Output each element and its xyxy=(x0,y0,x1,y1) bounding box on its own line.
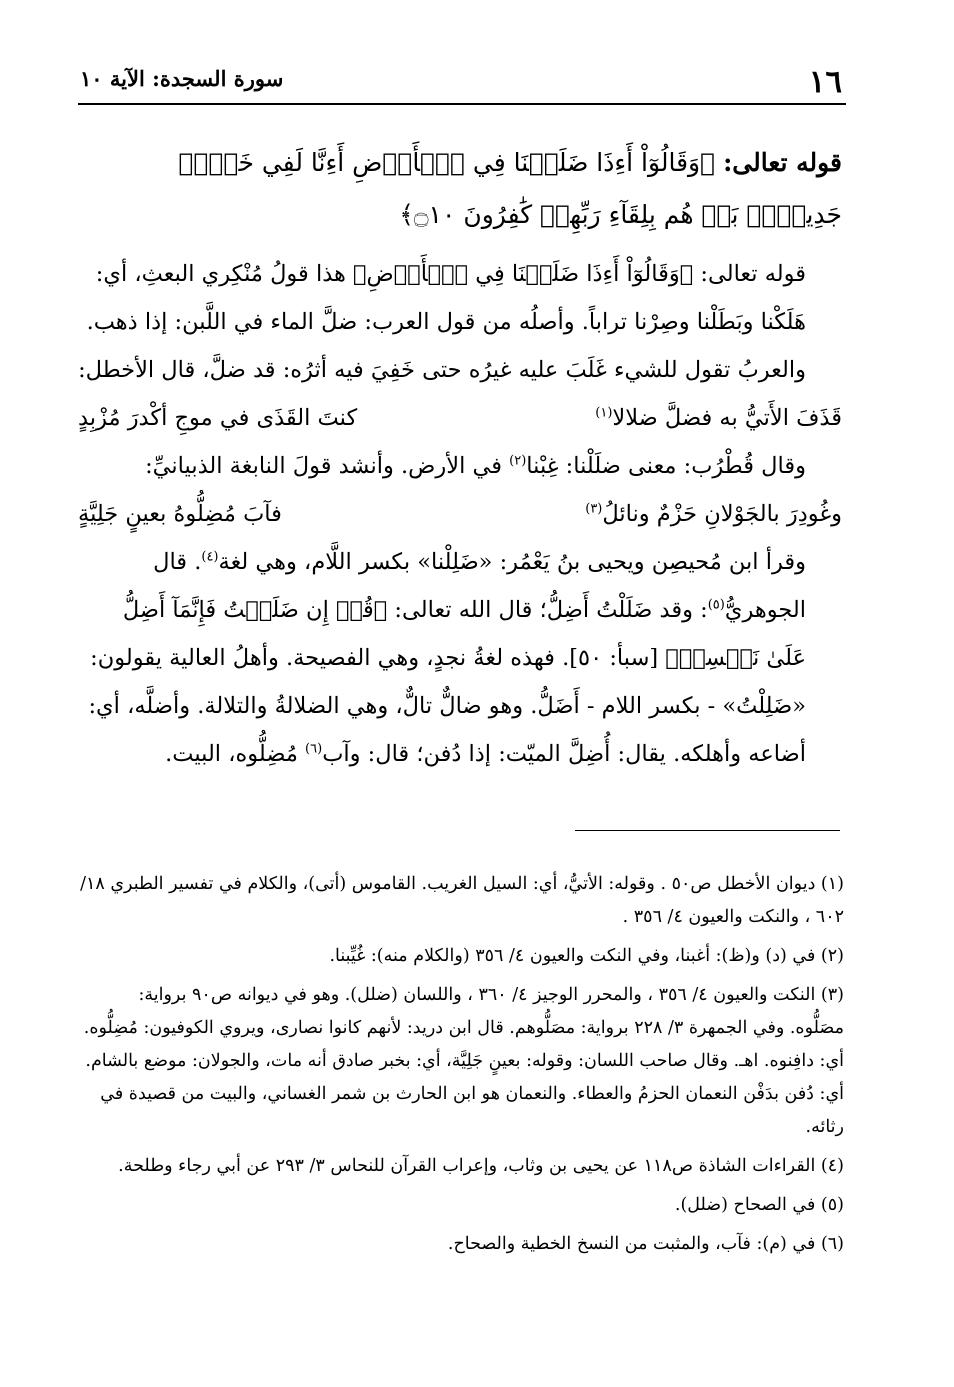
poem-1-second-hemistich: قَذَفَ الأَتيُّ به فضلَّ ضلالا xyxy=(612,405,842,431)
footnotes xyxy=(80,868,844,1267)
paragraph-2-text-b: في الأرض. وأنشد قولَ النابغة الذبيانيِّ: xyxy=(145,453,510,479)
footnote-ref-2: (٢) xyxy=(509,453,527,469)
footnote-ref-3: (٣) xyxy=(585,501,603,517)
page-number: ١٦ xyxy=(808,64,842,100)
running-title: سورة السجدة: الآية ١٠ xyxy=(80,66,284,91)
footnote-5: (٥) في الصحاح (ضلل). xyxy=(674,1195,844,1215)
paragraph-3 xyxy=(78,538,842,778)
footnote-6: (٦) في (م): فآب، والمثبت من النسخ الخطية والصحاح. xyxy=(447,1234,844,1254)
header-rule xyxy=(78,103,846,105)
paragraph-2 xyxy=(78,442,842,490)
footnote-ref-4: (٤) xyxy=(201,549,219,565)
paragraph-1: قوله تعالى: ﴿وَقَالُوٓاْ أَءِذَا ضَلَلۡنَا فِي ٱلۡأَرۡضِ﴾ هذا قولُ مُنْكِري البعثِ، أي: هَلَكْنا وبَطَلْنا وصِرْنا تراباً. وأصلُه من قول العرب: ضلَّ الماء في اللَّبن: إذا ذهب. والعربُ تقول للشيء غَلَبَ عليه غيرُه حتى خَفِيَ فيه أثرُه: قد ضلَّ، قال الأخطل: xyxy=(78,261,806,383)
verse-text: ﴿وَقَالُوٓاْ أَءِذَا ضَلَلۡنَا فِي ٱلۡأَرۡضِ أَءِنَّا لَفِي خَلۡقٖ جَدِيدِۭۚ بَلۡ هُم بِلِقَآءِ رَبِّهِمۡ كَٰفِرُونَ ۝١٠﴾ xyxy=(178,148,842,229)
paragraph-3-text-d: مُضِلُّوه، البيت. xyxy=(165,741,306,767)
footnote-1: (١) ديوان الأخطل ص٥٠ . وقوله: الأتيُّ، أي: السيل الغريب. القاموس (أتى)، والكلام في تفسير الطبري ١٨/ ٦٠٢ ، والنكت والعيون ٤/ ٣٥٦ . xyxy=(80,874,844,927)
poem-1-first-hemistich: كنتَ القَذَى في موجِ أكْدرَ مُزْبِدٍ xyxy=(78,405,358,431)
paragraph-3-text-c: : وقد ضَلَلْتُ أَضِلُّ؛ قال الله تعالى: ﴿قُلۡ إِن ضَلَلۡتُ فَإِنَّمَآ أَضِلُّ عَلَىٰ نَفۡسِيۖ﴾ [سبأ: ٥٠]. فهذه لغةُ نجدٍ، وهي الفصيحة. وأهلُ العالية يقولون: «ضَلِلْتُ» - بكسر اللام - أَضَلُّ. وهو ضالٌّ تالٌّ، وهي الضلالةُ والتلالة. وأضلَّه، أي: أضاعه وأهلكه. يقال: أُضِلَّ الميّت: إذا دُفن؛ قال: وآب xyxy=(88,597,806,767)
footnote-ref-5: (٥) xyxy=(707,597,725,613)
paragraph-3-text-b: . قال الجوهريُّ xyxy=(153,549,806,623)
poem-2-first-hemistich: فآبَ مُضِلُّوهُ بعينٍ جَلِيَّةٍ xyxy=(78,501,282,527)
footnote-ref-1: (١) xyxy=(595,405,613,421)
footnote-separator xyxy=(575,830,840,831)
verse-heading xyxy=(78,137,842,241)
commentary-body xyxy=(78,250,842,778)
paragraph-3-text-a: وقرأ ابن مُحيصِن ويحيى بنُ يَعْمُر: «ضَلِلْنا» بكسر اللَّام، وهي لغة xyxy=(218,549,806,575)
verse-label: قوله تعالى: xyxy=(723,148,842,177)
footnote-3: (٣) النكت والعيون ٤/ ٣٥٦ ، والمحرر الوجيز ٤/ ٣٦٠ ، واللسان (ضلل). وهو في ديوانه ص٩٠ برواية: مصَلُّوه. وفي الجمهرة ٣/ ٢٢٨ برواية: مصَلُّوهم. قال ابن دريد: لأنهم كانوا نصارى، ويروي الكوفيون: مُضِلُّوه. أي: دافِنوه. اهـ. وقال صاحب اللسان: وقوله: بعينٍ جَلِيَّة، أي: بخبر صادق أنه مات، والجولان: موضع بالشام. أي: دُفن بدَفْن النعمان الحزمُ والعطاء. والنعمان هو ابن الحارث بن شمر الغساني، والبيت من قصيدة في رثائه. xyxy=(83,985,844,1137)
poem-nabigha xyxy=(78,490,842,538)
footnote-4: (٤) القراءات الشاذة ص١١٨ عن يحيى بن وثاب، وإعراب القرآن للنحاس ٣/ ٢٩٣ عن أبي رجاء وطلحة. xyxy=(118,1156,844,1176)
paragraph-2-text-a: وقال قُطْرُب: معنى ضلَلْنا: غِبْنا xyxy=(526,453,806,479)
footnote-2: (٢) في (د) و(ظ): أغبنا، وفي النكت والعيون ٤/ ٣٥٦ (والكلام منه): غُيِّبنا. xyxy=(329,946,844,966)
poem-akhtal xyxy=(78,394,842,442)
poem-2-second-hemistich: وغُودِرَ بالجَوْلانِ حَزْمٌ ونائلُ xyxy=(602,501,842,527)
footnote-ref-6: (٦) xyxy=(305,741,323,757)
